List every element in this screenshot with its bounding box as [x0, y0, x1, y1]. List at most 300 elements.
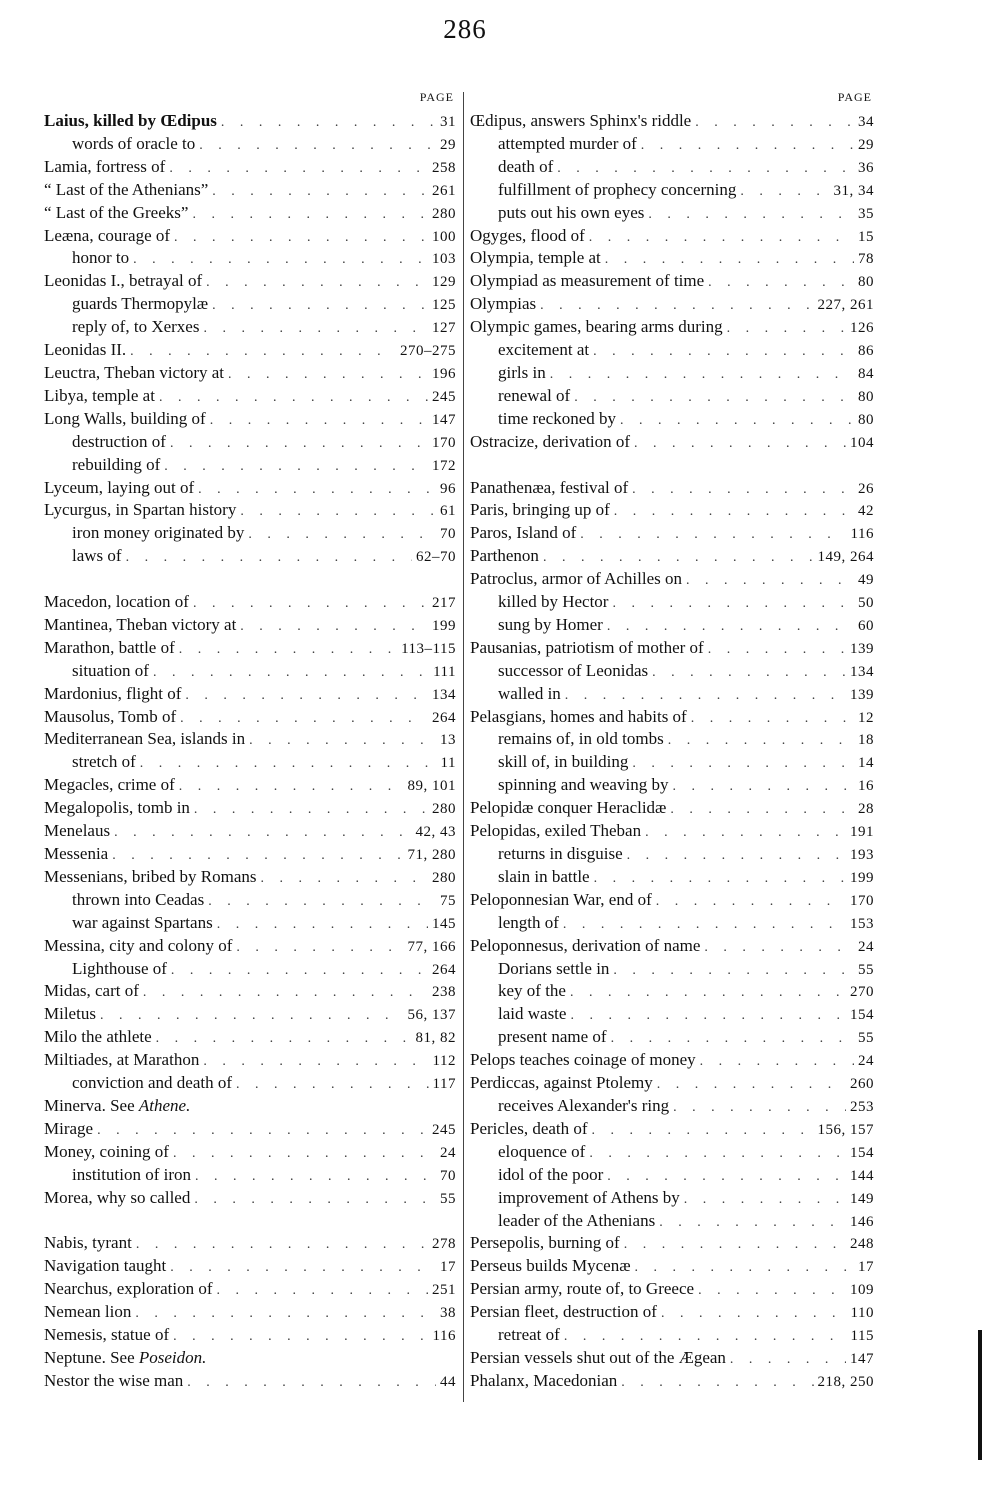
- index-entry: [44, 820, 456, 843]
- entry-label: [470, 1347, 726, 1370]
- entry-label: [44, 614, 236, 637]
- dot-leader: [672, 776, 854, 799]
- entry-label-text: Lycurgus, in Spartan history: [44, 500, 237, 520]
- dot-leader: [621, 1372, 813, 1395]
- index-subentry: [44, 1072, 456, 1095]
- index-spacer: [44, 1210, 456, 1233]
- entry-page-ref: 199: [850, 869, 874, 886]
- entry-label: [72, 751, 136, 774]
- dot-leader: [217, 914, 428, 937]
- entry-label-text: killed by Hector: [498, 592, 609, 612]
- entry-page-ref: 78: [858, 251, 874, 268]
- entry-page-ref: 245: [432, 388, 456, 405]
- entry-page-ref: 280: [432, 801, 456, 818]
- entry-page-ref: 75: [440, 892, 456, 909]
- entry-page-ref: 42: [858, 503, 874, 520]
- entry-label-text: Mirage: [44, 1118, 94, 1138]
- index-entry: [44, 1187, 456, 1210]
- dot-leader: [540, 295, 813, 318]
- index-subentry: [44, 431, 456, 454]
- entry-label: [72, 958, 167, 981]
- entry-page-ref: 70: [440, 526, 456, 543]
- entry-page-ref: 253: [850, 1098, 874, 1115]
- entry-page-ref: 31: [440, 114, 456, 130]
- entry-label-text: Pelopidæ conquer Heraclidæ: [470, 798, 667, 818]
- entry-label-text: renewal of: [498, 385, 571, 405]
- entry-label: [44, 1095, 190, 1118]
- entry-label-text: key of the: [498, 981, 566, 1001]
- entry-page-ref: 80: [858, 274, 874, 291]
- entry-page-ref: 24: [440, 1144, 456, 1161]
- entry-page-ref: 100: [432, 228, 456, 245]
- entry-label: [44, 843, 108, 866]
- entry-label: [470, 706, 687, 729]
- entry-label-text: excitement at: [498, 340, 590, 360]
- entry-page-ref: 18: [858, 732, 874, 749]
- index-entry: [44, 843, 456, 866]
- entry-page-ref: 103: [432, 251, 456, 268]
- dot-leader: [249, 730, 436, 753]
- entry-label-text: improvement of Athens by: [498, 1187, 680, 1207]
- entry-label: [72, 912, 213, 935]
- index-subentry: [470, 1164, 874, 1187]
- dot-leader: [193, 593, 428, 616]
- entry-label-text: Perdiccas, against Ptolemy: [470, 1073, 653, 1093]
- entry-label-text: Messenians, bribed by Romans: [44, 866, 257, 886]
- entry-page-ref: 13: [440, 732, 456, 749]
- dot-leader: [173, 1326, 428, 1349]
- entry-label: [44, 1370, 183, 1393]
- entry-label-text: Megalopolis, tomb in: [44, 798, 190, 818]
- entry-label-text: Pausanias, patriotism of mother of: [470, 637, 704, 657]
- entry-label-text: stretch of: [72, 752, 136, 772]
- index-subentry: [44, 751, 456, 774]
- dot-leader: [164, 456, 428, 479]
- entry-page-ref: 156, 157: [817, 1121, 874, 1138]
- entry-label: [44, 706, 176, 729]
- entry-label: [72, 454, 160, 477]
- entry-page-ref: 84: [858, 365, 874, 382]
- index-column-left: [44, 88, 456, 1393]
- entry-label-text: laid waste: [498, 1004, 567, 1024]
- entry-page-ref: 29: [440, 136, 456, 153]
- entry-label-text: Morea, why so called: [44, 1187, 191, 1207]
- dot-leader: [185, 685, 428, 708]
- entry-label-text: Nestor the wise man: [44, 1370, 184, 1390]
- index-entry: [470, 477, 874, 500]
- index-subentry: [470, 614, 874, 637]
- entry-page-ref: 115: [850, 1328, 874, 1345]
- entry-page-ref: 80: [858, 411, 874, 428]
- dot-leader: [563, 914, 846, 937]
- entry-page-ref: 44: [440, 1373, 456, 1390]
- entry-page-ref: 139: [850, 640, 874, 657]
- entry-label: [44, 1301, 131, 1324]
- entry-page-ref: 134: [432, 686, 456, 703]
- index-entries: [470, 110, 874, 1393]
- index-entry: [470, 499, 874, 522]
- entry-label: [470, 316, 723, 339]
- entry-label: [44, 110, 217, 133]
- entry-label: [470, 1278, 694, 1301]
- index-entry: [470, 797, 874, 820]
- dot-leader: [130, 341, 396, 364]
- index-entry: [44, 1301, 456, 1324]
- entry-label: [72, 1072, 232, 1095]
- dot-leader: [613, 960, 854, 983]
- entry-label-text: Navigation taught: [44, 1256, 167, 1276]
- entry-label: [470, 820, 641, 843]
- index-subentry: [44, 133, 456, 156]
- dot-leader: [580, 524, 846, 547]
- dot-leader: [648, 204, 854, 227]
- entry-label-text: thrown into Ceadas: [72, 889, 205, 909]
- entry-label: [498, 843, 623, 866]
- index-subentry: [470, 1210, 874, 1233]
- entry-page-ref: 29: [858, 136, 874, 153]
- dot-leader: [614, 501, 854, 524]
- dot-leader: [170, 1257, 436, 1280]
- entry-page-ref: 170: [850, 892, 874, 909]
- entry-label-text: Olympia, temple at: [470, 248, 601, 268]
- entry-label-text: fulfillment of prophecy concerning: [498, 179, 737, 199]
- entry-label: [72, 133, 195, 156]
- entry-label: [470, 1072, 653, 1095]
- entry-label: [44, 1118, 93, 1141]
- dot-leader: [605, 249, 854, 272]
- index-entry: [470, 293, 874, 316]
- entry-label: [44, 637, 175, 660]
- entry-label: [470, 568, 682, 591]
- entry-page-ref: 149, 264: [817, 549, 874, 566]
- entry-page-ref: 104: [850, 434, 874, 451]
- entry-page-ref: 147: [850, 1350, 874, 1367]
- dot-leader: [126, 547, 412, 570]
- entry-label: [44, 1141, 169, 1164]
- entry-page-ref: 80: [858, 388, 874, 405]
- entry-label: [498, 1026, 607, 1049]
- dot-leader: [700, 1051, 854, 1074]
- entry-page-ref: 113–115: [401, 640, 456, 657]
- dot-leader: [112, 845, 403, 868]
- index-subentry: [470, 1095, 874, 1118]
- index-subentry: [470, 866, 874, 889]
- entry-page-ref: 260: [850, 1076, 874, 1093]
- index-entry: [470, 820, 874, 843]
- entry-page-ref: 38: [440, 1305, 456, 1322]
- entry-label: [498, 660, 648, 683]
- entry-page-ref: 245: [432, 1121, 456, 1138]
- entry-page-ref: 270: [850, 984, 874, 1001]
- index-subentry: [44, 1164, 456, 1187]
- entry-page-ref: 170: [432, 434, 456, 451]
- dot-leader: [203, 1051, 428, 1074]
- index-subentry: [470, 660, 874, 683]
- index-subentry: [470, 1026, 874, 1049]
- entry-page-ref: 117: [432, 1076, 456, 1093]
- dot-leader: [114, 822, 411, 845]
- entry-label-text: rebuilding of: [72, 454, 161, 474]
- entry-label: [498, 202, 644, 225]
- entry-label-text: Patroclus, armor of Achilles on: [470, 569, 682, 589]
- index-subentry: [470, 156, 874, 179]
- dot-leader: [704, 937, 854, 960]
- index-entry: [44, 935, 456, 958]
- dot-leader: [210, 410, 428, 433]
- entry-label-text: Nearchus, exploration of: [44, 1279, 213, 1299]
- index-subentry: [470, 202, 874, 225]
- dot-leader: [236, 1074, 429, 1097]
- dot-leader: [612, 593, 854, 616]
- entry-page-ref: 134: [850, 663, 874, 680]
- entry-label-text: walled in: [498, 683, 561, 703]
- entry-label-text: Parthenon: [470, 546, 539, 566]
- entry-label: [470, 225, 585, 248]
- dot-leader: [217, 1280, 428, 1303]
- entry-label: [498, 683, 561, 706]
- entry-label: [44, 202, 188, 225]
- dot-leader: [198, 479, 436, 502]
- dot-leader: [627, 845, 846, 868]
- entry-label-text: Persepolis, burning of: [470, 1233, 620, 1253]
- entry-page-ref: 109: [850, 1282, 874, 1299]
- dot-leader: [550, 364, 854, 387]
- entry-label-text: Leonidas II.: [44, 340, 127, 360]
- entry-label-text: honor to: [72, 248, 130, 268]
- dot-leader: [564, 1326, 847, 1349]
- entry-label: [44, 866, 256, 889]
- entry-label-text: “ Last of the Greeks”: [44, 202, 189, 222]
- entry-label: [470, 935, 700, 958]
- entry-label-text: Miletus: [44, 1004, 96, 1024]
- entry-label-text: institution of iron: [72, 1164, 191, 1184]
- dot-leader: [620, 410, 854, 433]
- index-spacer: [44, 568, 456, 591]
- index-entry: [470, 1347, 874, 1370]
- entry-label-text: returns in disguise: [498, 844, 623, 863]
- entry-label: [470, 1301, 657, 1324]
- entry-label-text: Minerva. See: [44, 1095, 139, 1115]
- dot-leader: [594, 868, 846, 891]
- entry-label: [44, 591, 189, 614]
- index-entry: [44, 1370, 456, 1393]
- entry-page-ref: 191: [850, 824, 874, 841]
- entry-page-ref: 15: [858, 228, 874, 245]
- index-subentry: [470, 1003, 874, 1026]
- entry-label: [44, 362, 224, 385]
- entry-label: [470, 270, 704, 293]
- index-entry: [44, 866, 456, 889]
- entry-label-text: Macedon, location of: [44, 592, 189, 612]
- index-entry: [470, 1118, 874, 1141]
- entry-label-text: Marathon, battle of: [44, 637, 175, 657]
- entry-cross-reference: Athene.: [138, 1095, 191, 1115]
- dot-leader: [171, 960, 428, 983]
- index-entry: [44, 202, 456, 225]
- entry-label-text: Ogyges, flood of: [470, 225, 585, 245]
- entry-label-text: skill of, in building: [498, 752, 629, 772]
- entry-label-text: Menelaus: [44, 821, 111, 841]
- entry-label: [44, 385, 155, 408]
- index-subentry: [44, 293, 456, 316]
- index-entry: [470, 889, 874, 912]
- dot-leader: [632, 753, 854, 776]
- entry-label: [470, 545, 539, 568]
- index-entry: [44, 614, 456, 637]
- dot-leader: [100, 1005, 404, 1028]
- entry-label-text: Mausolus, Tomb of: [44, 706, 177, 726]
- entry-page-ref: 26: [858, 480, 874, 497]
- dot-leader: [179, 776, 404, 799]
- index-entry: [44, 591, 456, 614]
- dot-leader: [686, 570, 854, 593]
- dot-leader: [589, 1143, 846, 1166]
- index-spacer: [470, 454, 874, 477]
- entry-label: [498, 591, 608, 614]
- index-subentry: [470, 408, 874, 431]
- entry-label-text: death of: [498, 156, 554, 176]
- entry-label-text: Neptune. See: [44, 1347, 139, 1367]
- entry-page-ref: 280: [432, 205, 456, 222]
- entry-label: [498, 1003, 566, 1026]
- entry-page-ref: 49: [858, 572, 874, 589]
- index-entry: [44, 797, 456, 820]
- entry-label: [44, 1347, 206, 1370]
- dot-leader: [570, 1005, 846, 1028]
- index-subentry: [470, 683, 874, 706]
- page-number: 286: [443, 14, 487, 44]
- entry-page-ref: 55: [858, 961, 874, 978]
- entry-label-text: Pericles, death of: [470, 1118, 588, 1138]
- index-entry: [470, 1370, 874, 1393]
- dot-leader: [179, 639, 397, 662]
- index-subentry: [44, 247, 456, 270]
- dot-leader: [635, 1257, 854, 1280]
- entry-label: [470, 522, 576, 545]
- index-entry: [470, 545, 874, 568]
- index-subentry: [44, 454, 456, 477]
- entry-label-text: war against Spartans: [72, 912, 213, 932]
- entry-label-text: words of oracle to: [72, 133, 196, 153]
- entry-page-ref: 12: [858, 709, 874, 726]
- index-entry: [44, 980, 456, 1003]
- entry-page-ref: 154: [850, 1144, 874, 1161]
- entry-page-ref: 111: [433, 663, 456, 680]
- index-subentry: [470, 339, 874, 362]
- index-entry: [44, 1141, 456, 1164]
- entry-page-ref: 31, 34: [833, 182, 874, 199]
- entry-page-ref: 193: [850, 847, 874, 863]
- entry-label: [72, 522, 244, 545]
- entry-page-ref: 86: [858, 343, 874, 360]
- entry-page-ref: 129: [432, 274, 456, 291]
- index-subentry: [44, 889, 456, 912]
- index-entry: [470, 431, 874, 454]
- entry-label-text: successor of Leonidas: [498, 660, 649, 680]
- entry-label-text: retreat of: [498, 1325, 560, 1345]
- entry-page-ref: 110: [850, 1305, 874, 1322]
- dot-leader: [708, 272, 854, 295]
- entry-label: [72, 293, 208, 316]
- entry-page-ref: 264: [432, 961, 456, 978]
- entry-label: [498, 1141, 585, 1164]
- index-entry: [44, 362, 456, 385]
- entry-page-ref: 146: [850, 1213, 874, 1230]
- entry-label-text: reply of, to Xerxes: [72, 317, 200, 337]
- entry-page-ref: 149: [850, 1190, 874, 1207]
- entry-label: [470, 1370, 617, 1393]
- dot-leader: [194, 799, 428, 822]
- entry-label-text: Paris, bringing up of: [470, 500, 610, 520]
- dot-leader: [698, 1280, 846, 1303]
- entry-page-ref: 196: [432, 365, 456, 382]
- entry-page-ref: 62–70: [416, 549, 456, 566]
- entry-page-ref: 96: [440, 480, 456, 497]
- entry-label: [470, 797, 666, 820]
- dot-leader: [159, 387, 428, 410]
- dot-leader: [652, 662, 846, 685]
- dot-leader: [589, 227, 854, 250]
- entry-page-ref: 261: [432, 182, 456, 199]
- dot-leader: [156, 1028, 412, 1051]
- index-entry: [44, 1003, 456, 1026]
- entry-label: [72, 247, 129, 270]
- entry-label: [470, 293, 536, 316]
- dot-leader: [730, 1349, 846, 1372]
- dot-leader: [565, 685, 846, 708]
- index-entry: [44, 1118, 456, 1141]
- entry-label: [498, 408, 616, 431]
- index-subentry: [470, 385, 874, 408]
- entry-label-text: Nemesis, statue of: [44, 1325, 170, 1345]
- entry-label: [72, 889, 204, 912]
- dot-leader: [740, 181, 829, 204]
- dot-leader: [203, 318, 428, 341]
- dot-leader: [632, 479, 854, 502]
- entry-page-ref: 154: [850, 1007, 874, 1024]
- dot-leader: [221, 112, 436, 135]
- index-entry: [470, 935, 874, 958]
- entry-label: [44, 408, 206, 431]
- entry-label: [470, 499, 610, 522]
- dot-leader: [208, 891, 436, 914]
- entry-page-ref: 270–275: [400, 343, 456, 360]
- entry-label-text: Lyceum, laying out of: [44, 477, 195, 497]
- index-subentry: [470, 133, 874, 156]
- index-subentry: [470, 728, 874, 751]
- entry-label-text: Persian army, route of, to Greece: [470, 1279, 695, 1299]
- index-entry: [44, 1347, 456, 1370]
- entry-label-text: Megacles, crime of: [44, 775, 175, 795]
- entry-label-text: slain in battle: [498, 866, 590, 886]
- dot-leader: [607, 616, 854, 639]
- entry-label: [44, 1049, 199, 1072]
- dot-leader: [228, 364, 428, 387]
- entry-label: [44, 1255, 166, 1278]
- entry-label-text: Lamia, fortress of: [44, 156, 166, 176]
- index-entry: [470, 522, 874, 545]
- entry-label-text: length of: [498, 912, 559, 932]
- dot-leader: [673, 1097, 846, 1120]
- index-entry: [470, 1278, 874, 1301]
- entry-page-ref: 217: [432, 595, 456, 612]
- dot-leader: [135, 1303, 436, 1326]
- entry-label: [470, 247, 601, 270]
- entry-label: [44, 1187, 190, 1210]
- index-entry: [470, 1049, 874, 1072]
- index-subentry: [470, 362, 874, 385]
- index-subentry: [470, 1141, 874, 1164]
